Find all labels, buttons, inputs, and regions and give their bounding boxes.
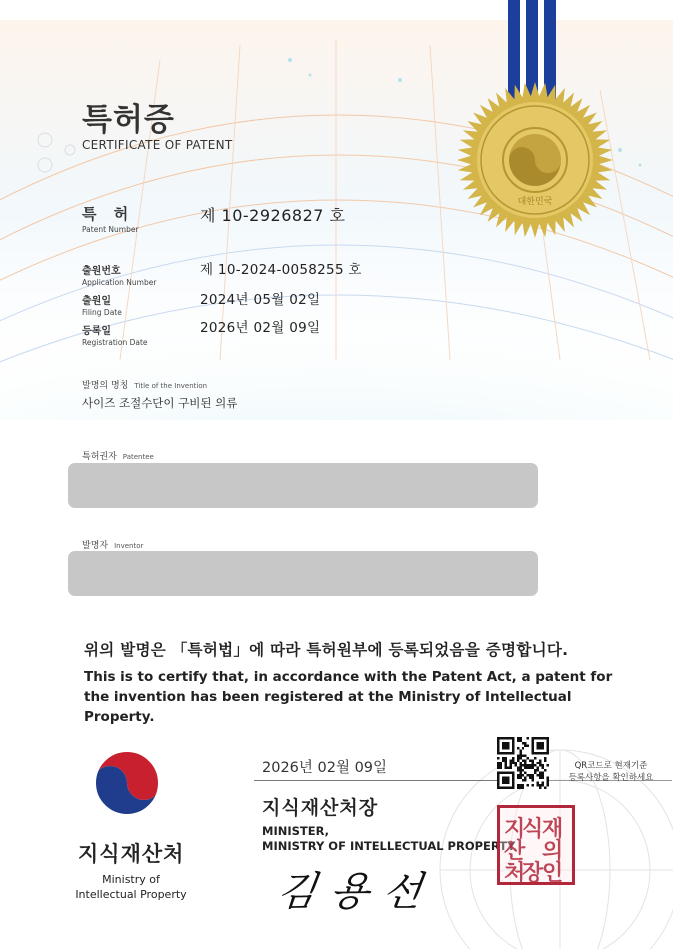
agency-head-title: 지식재산처장 [262, 797, 379, 819]
invention-title-value: 사이즈 조절수단이 구비된 의류 [82, 396, 238, 410]
qr-code-icon[interactable] [497, 737, 549, 789]
patentee-label-ko: 특허권자 [82, 452, 117, 462]
invention-title-label-ko: 발명의 명칭 [82, 381, 129, 391]
application-number-label [82, 262, 156, 287]
application-number-label-en: Application Number [82, 278, 157, 287]
ministry-logo-icon [92, 748, 162, 818]
registration-date-label [82, 322, 148, 347]
qr-note [555, 760, 667, 784]
gold-seal-icon [455, 80, 615, 240]
application-number-value: 제 10-2024-0058255 호 [200, 262, 362, 278]
certificate-title-en: CERTIFICATE OF PATENT [82, 138, 233, 152]
patent-number-label-en: Patent Number [82, 225, 139, 234]
invention-title-label [82, 378, 207, 391]
seal-text: 대한민국 [517, 197, 553, 207]
inventor-label-en: Inventor [114, 542, 144, 550]
patent-number-value: 제 10-2926827 호 [200, 206, 346, 225]
inventor-label [82, 538, 143, 551]
patent-number-label-ko: 특 허 [82, 205, 135, 223]
ministry-name-en [66, 872, 196, 902]
patentee-redacted-box [68, 463, 538, 508]
filing-date-label-en: Filing Date [82, 308, 122, 317]
application-number-label-ko: 출원번호 [82, 266, 121, 277]
filing-date-label-ko: 출원일 [82, 296, 111, 307]
registration-date-label-ko: 등록일 [82, 326, 111, 337]
patent-number-label [82, 203, 139, 234]
filing-date-label [82, 292, 122, 317]
minister-signature: 김용선 [274, 869, 439, 915]
patentee-label [82, 449, 154, 462]
registration-date-label-en: Registration Date [82, 338, 148, 347]
minister-title-line2: MINISTRY OF INTELLECTUAL PROPERTY [262, 839, 516, 853]
certificate-title-ko: 특허증 [82, 102, 175, 138]
minister-title-en [262, 824, 515, 854]
issue-date: 2026년 02월 09일 [262, 760, 388, 776]
ministry-name-en-line1: Ministry of [102, 873, 160, 886]
ministry-name-ko: 지식재산처 [78, 842, 185, 866]
official-stamp: 지 식 재 산 처 장 의 인 [497, 805, 575, 885]
patentee-label-en: Patentee [122, 453, 154, 461]
qr-note-line1: QR코드로 현재기준 [574, 761, 648, 771]
qr-note-line2: 등록사항을 확인하세요 [568, 773, 654, 783]
inventor-redacted-box [68, 551, 538, 596]
ministry-name-en-line2: Intellectual Property [75, 888, 187, 901]
certification-statement-ko: 위의 발명은 「특허법」에 따라 특허원부에 등록되었음을 증명합니다. [84, 641, 569, 659]
certification-statement-en: This is to certify that, in accordance with the Patent Act, a patent for the invention has been registered at the Ministry of Intellectual Property. [84, 669, 613, 725]
minister-title-line1: MINISTER, [262, 824, 330, 838]
registration-date-value: 2026년 02월 09일 [200, 320, 321, 336]
filing-date-value: 2024년 05월 02일 [200, 292, 321, 308]
date-underline [254, 780, 504, 781]
inventor-label-ko: 발명자 [82, 541, 109, 551]
invention-title-label-en: Title of the Invention [134, 382, 208, 390]
